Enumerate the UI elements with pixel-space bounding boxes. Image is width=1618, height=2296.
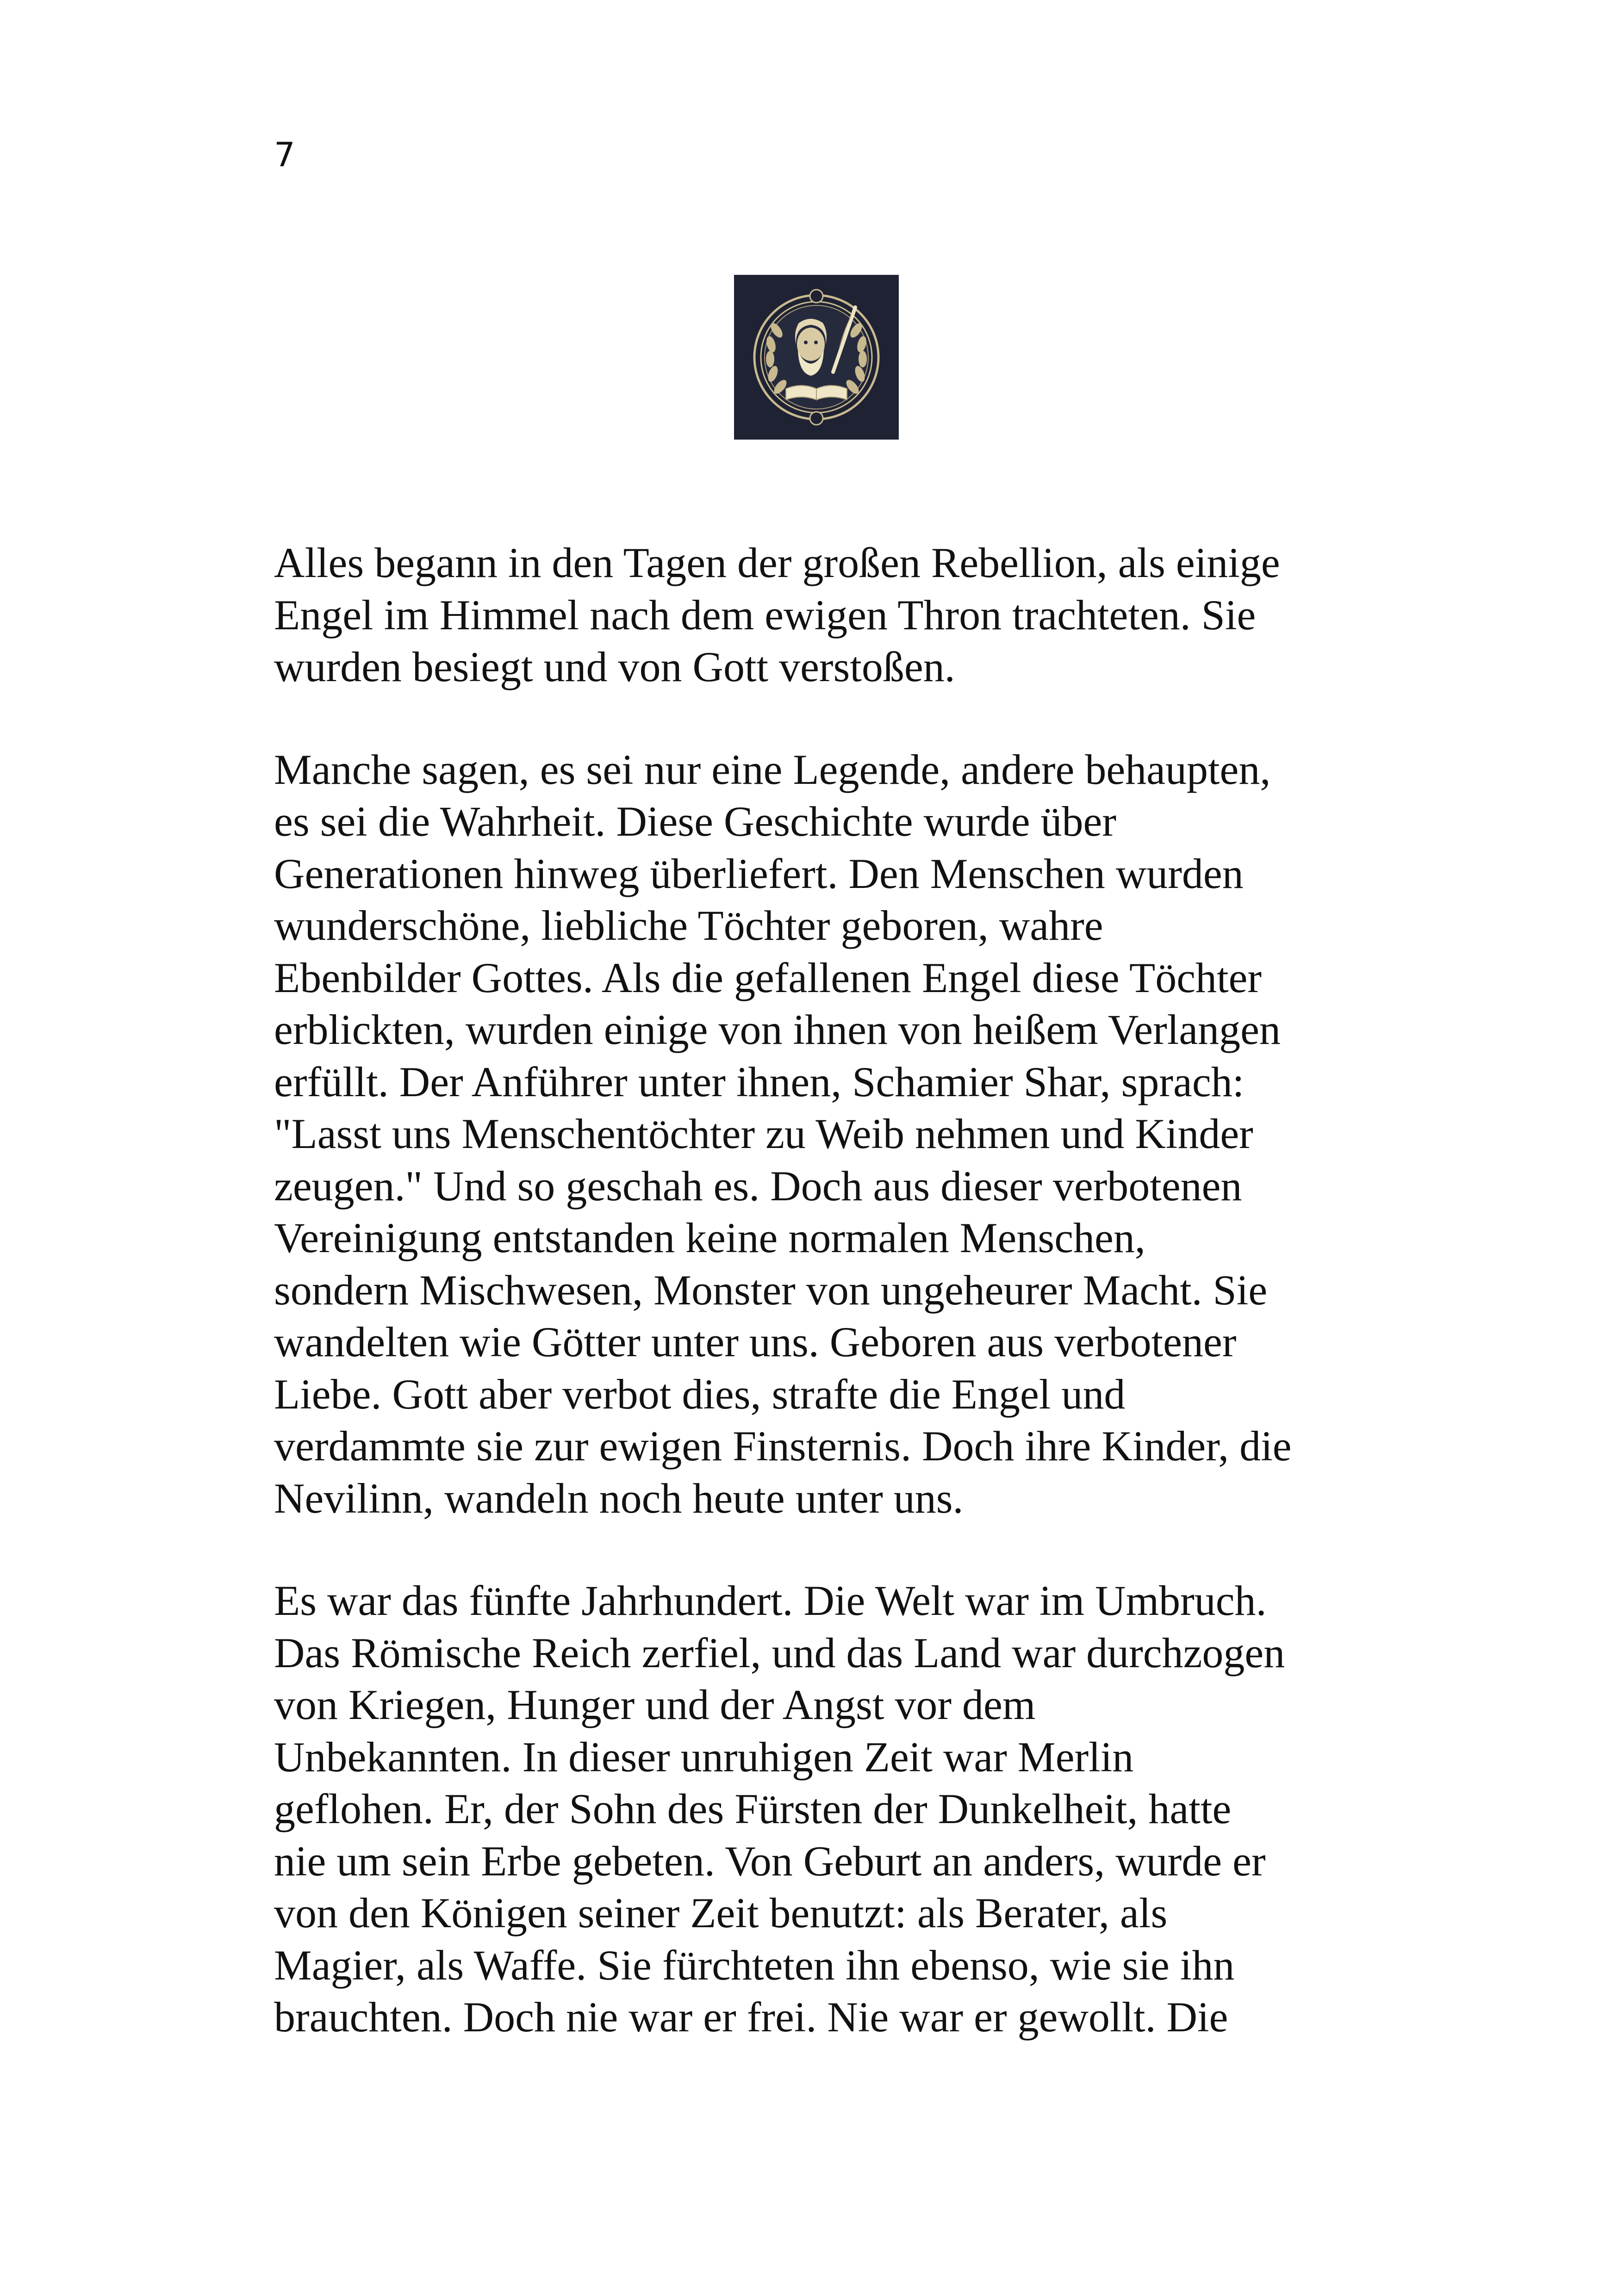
paragraph (274, 744, 1366, 1525)
text-line: Ebenbilder Gottes. Als die gefallenen Engel diese Töchter (274, 954, 1262, 1001)
text-line: "Lasst uns Menschentöchter zu Weib nehmen und Kinder (274, 1110, 1253, 1157)
text-line: es sei die Wahrheit. Diese Geschichte wurde über (274, 798, 1117, 845)
medallion-emblem-icon (734, 275, 899, 440)
text-line: Vereinigung entstanden keine normalen Menschen, (274, 1214, 1145, 1261)
text-line: Manche sagen, es sei nur eine Legende, andere behaupten, (274, 745, 1271, 793)
text-line: Magier, als Waffe. Sie fürchteten ihn ebenso, wie sie ihn (274, 1941, 1235, 1989)
page-number: 7 (274, 135, 295, 174)
text-line: Nevilinn, wandeln noch heute unter uns. (274, 1474, 964, 1522)
text-line: wandelten wie Götter unter uns. Geboren aus verbotener (274, 1318, 1237, 1365)
text-line: Generationen hinweg überliefert. Den Menschen wurden (274, 850, 1244, 897)
text-line: von den Königen seiner Zeit benutzt: als Berater, als (274, 1889, 1168, 1936)
text-line: Engel im Himmel nach dem ewigen Thron trachteten. Sie (274, 591, 1256, 639)
text-line: geflohen. Er, der Sohn des Fürsten der Dunkelheit, hatte (274, 1785, 1232, 1832)
text-line: Liebe. Gott aber verbot dies, strafte die Engel und (274, 1370, 1126, 1418)
text-line: verdammte sie zur ewigen Finsternis. Doch ihre Kinder, die (274, 1422, 1292, 1470)
text-line: sondern Mischwesen, Monster von ungeheurer Macht. Sie (274, 1266, 1268, 1314)
text-line: erblickten, wurden einige von ihnen von heißem Verlangen (274, 1006, 1281, 1053)
body-text (274, 537, 1366, 2094)
text-line: Alles begann in den Tagen der großen Rebellion, als einige (274, 539, 1280, 586)
text-line: brauchten. Doch nie war er frei. Nie war er gewollt. Die (274, 1993, 1228, 2041)
paragraph (274, 537, 1366, 693)
text-line: wunderschöne, liebliche Töchter geboren, wahre (274, 902, 1103, 949)
text-line: Es war das fünfte Jahrhundert. Die Welt war im Umbruch. (274, 1577, 1267, 1624)
text-line: wurden besiegt und von Gott verstoßen. (274, 643, 955, 690)
text-line: Das Römische Reich zerfiel, und das Land war durchzogen (274, 1629, 1285, 1676)
text-line: erfüllt. Der Anführer unter ihnen, Schamier Shar, sprach: (274, 1058, 1245, 1105)
text-line: Unbekannten. In dieser unruhigen Zeit war Merlin (274, 1733, 1134, 1781)
text-line: zeugen." Und so geschah es. Doch aus dieser verbotenen (274, 1162, 1242, 1210)
text-line: von Kriegen, Hunger und der Angst vor dem (274, 1681, 1036, 1728)
paragraph (274, 1575, 1366, 2043)
text-line: nie um sein Erbe gebeten. Von Geburt an anders, wurde er (274, 1837, 1266, 1885)
